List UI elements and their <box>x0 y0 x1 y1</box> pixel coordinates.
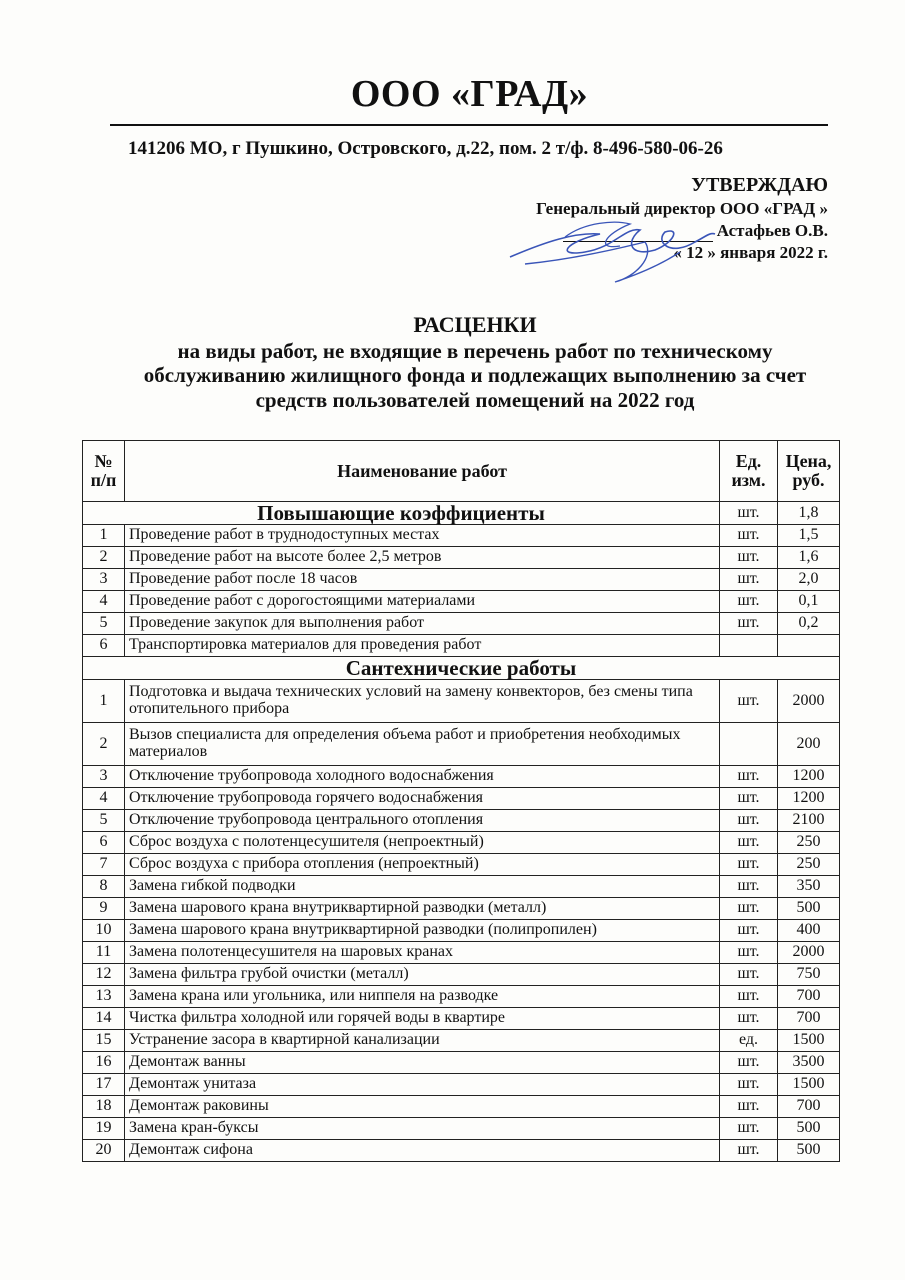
row-price: 500 <box>778 1140 840 1162</box>
table-row <box>83 832 840 854</box>
row-name: Демонтаж раковины <box>125 1096 720 1118</box>
document-title-block <box>110 312 840 412</box>
table-row <box>83 766 840 788</box>
row-unit <box>720 723 778 766</box>
table-row <box>83 920 840 942</box>
row-price: 1500 <box>778 1030 840 1052</box>
table-row <box>83 635 840 657</box>
row-number: 2 <box>83 723 125 766</box>
row-number: 1 <box>83 680 125 723</box>
row-name: Сброс воздуха с полотенцесушителя (непроектный) <box>125 832 720 854</box>
row-name: Замена шарового крана внутриквартирной разводки (полипропилен) <box>125 920 720 942</box>
row-number: 4 <box>83 788 125 810</box>
document-subtitle-2: обслуживанию жилищного фонда и подлежащих выполнению за счет <box>143 363 807 388</box>
row-number: 1 <box>83 525 125 547</box>
table-row <box>83 1074 840 1096</box>
row-unit: шт. <box>720 680 778 723</box>
row-price: 700 <box>778 1008 840 1030</box>
row-price: 3500 <box>778 1052 840 1074</box>
row-unit: шт. <box>720 1140 778 1162</box>
row-price: 1200 <box>778 788 840 810</box>
row-name: Подготовка и выдача технических условий на замену конвекторов, без смены типа отопительного прибора <box>125 680 720 723</box>
approval-title: УТВЕРЖДАЮ <box>691 174 828 196</box>
row-number: 20 <box>83 1140 125 1162</box>
row-name: Проведение закупок для выполнения работ <box>125 613 720 635</box>
row-unit: шт. <box>720 569 778 591</box>
row-price: 500 <box>778 898 840 920</box>
section-title: Повышающие коэффициенты <box>83 502 720 525</box>
row-unit: шт. <box>720 964 778 986</box>
row-number: 17 <box>83 1074 125 1096</box>
company-name: ООО «ГРАД» <box>350 73 589 115</box>
row-number: 2 <box>83 547 125 569</box>
row-number: 7 <box>83 854 125 876</box>
row-name: Проведение работ с дорогостоящими материалами <box>125 591 720 613</box>
signature-scribble <box>505 212 720 287</box>
row-price: 400 <box>778 920 840 942</box>
approval-name: Астафьев О.В. <box>716 221 828 241</box>
row-price: 250 <box>778 854 840 876</box>
row-number: 6 <box>83 832 125 854</box>
row-unit: шт. <box>720 1052 778 1074</box>
table-row <box>83 1008 840 1030</box>
row-unit: шт. <box>720 832 778 854</box>
row-price: 0,2 <box>778 613 840 635</box>
row-unit: шт. <box>720 1008 778 1030</box>
row-number: 12 <box>83 964 125 986</box>
header-num: № п/п <box>83 441 125 502</box>
row-unit: шт. <box>720 1074 778 1096</box>
row-price: 1,6 <box>778 547 840 569</box>
row-price: 200 <box>778 723 840 766</box>
row-price: 2000 <box>778 680 840 723</box>
row-unit: шт. <box>720 986 778 1008</box>
row-unit <box>720 635 778 657</box>
row-price <box>778 635 840 657</box>
table-row <box>83 876 840 898</box>
row-number: 3 <box>83 569 125 591</box>
row-name: Проведение работ в труднодоступных местах <box>125 525 720 547</box>
table-row <box>83 1096 840 1118</box>
row-unit: шт. <box>720 547 778 569</box>
row-number: 4 <box>83 591 125 613</box>
row-name: Устранение засора в квартирной канализации <box>125 1030 720 1052</box>
row-number: 13 <box>83 986 125 1008</box>
row-unit: шт. <box>720 810 778 832</box>
table-row <box>83 613 840 635</box>
row-unit: шт. <box>720 1118 778 1140</box>
header-price: Цена, руб. <box>778 441 840 502</box>
section-unit: шт. <box>720 502 778 525</box>
row-price: 700 <box>778 986 840 1008</box>
row-price: 2000 <box>778 942 840 964</box>
row-name: Чистка фильтра холодной или горячей воды в квартире <box>125 1008 720 1030</box>
document-subtitle-1: на виды работ, не входящие в перечень работ по техническому <box>177 339 773 364</box>
row-price: 1,5 <box>778 525 840 547</box>
row-name: Замена шарового крана внутриквартирной разводки (металл) <box>125 898 720 920</box>
row-number: 14 <box>83 1008 125 1030</box>
row-number: 8 <box>83 876 125 898</box>
row-name: Отключение трубопровода горячего водоснабжения <box>125 788 720 810</box>
row-unit: шт. <box>720 854 778 876</box>
row-name: Замена крана или угольника, или ниппеля на разводке <box>125 986 720 1008</box>
section-header-row <box>83 657 840 680</box>
row-unit: шт. <box>720 766 778 788</box>
row-name: Демонтаж унитаза <box>125 1074 720 1096</box>
row-price: 1200 <box>778 766 840 788</box>
row-unit: шт. <box>720 942 778 964</box>
table-row <box>83 942 840 964</box>
table-row <box>83 1052 840 1074</box>
table-row <box>83 810 840 832</box>
row-number: 5 <box>83 613 125 635</box>
row-name: Проведение работ на высоте более 2,5 метров <box>125 547 720 569</box>
row-price: 250 <box>778 832 840 854</box>
row-price: 500 <box>778 1118 840 1140</box>
row-price: 2,0 <box>778 569 840 591</box>
table-row <box>83 1140 840 1162</box>
approval-date: « 12 » января 2022 г. <box>673 243 828 263</box>
row-name: Демонтаж ванны <box>125 1052 720 1074</box>
row-number: 5 <box>83 810 125 832</box>
row-name: Проведение работ после 18 часов <box>125 569 720 591</box>
row-number: 11 <box>83 942 125 964</box>
row-name: Отключение трубопровода холодного водоснабжения <box>125 766 720 788</box>
row-name: Демонтаж сифона <box>125 1140 720 1162</box>
row-name: Отключение трубопровода центрального отопления <box>125 810 720 832</box>
row-unit: шт. <box>720 920 778 942</box>
header-rule <box>110 124 828 126</box>
header-name: Наименование работ <box>125 441 720 502</box>
row-number: 16 <box>83 1052 125 1074</box>
table-row <box>83 547 840 569</box>
table-row <box>83 1030 840 1052</box>
table-row <box>83 680 840 723</box>
row-price: 2100 <box>778 810 840 832</box>
table-row <box>83 964 840 986</box>
price-table <box>82 440 840 1162</box>
table-row <box>83 723 840 766</box>
section-price: 1,8 <box>778 502 840 525</box>
row-price: 350 <box>778 876 840 898</box>
document-subtitle-3: средств пользователей помещений на 2022 год <box>255 387 695 412</box>
section-header-row <box>83 502 840 525</box>
table-row <box>83 569 840 591</box>
row-name: Замена полотенцесушителя на шаровых кранах <box>125 942 720 964</box>
row-unit: шт. <box>720 898 778 920</box>
row-unit: шт. <box>720 613 778 635</box>
row-name: Транспортировка материалов для проведения работ <box>125 635 720 657</box>
row-name: Замена гибкой подводки <box>125 876 720 898</box>
table-row <box>83 986 840 1008</box>
row-number: 6 <box>83 635 125 657</box>
table-row <box>83 854 840 876</box>
row-unit: ед. <box>720 1030 778 1052</box>
row-name: Замена фильтра грубой очистки (металл) <box>125 964 720 986</box>
row-price: 1500 <box>778 1074 840 1096</box>
document-title: РАСЦЕНКИ <box>413 312 537 337</box>
row-number: 9 <box>83 898 125 920</box>
row-number: 18 <box>83 1096 125 1118</box>
row-number: 10 <box>83 920 125 942</box>
table-row <box>83 788 840 810</box>
row-number: 3 <box>83 766 125 788</box>
row-name: Сброс воздуха с прибора отопления (непроектный) <box>125 854 720 876</box>
table-row <box>83 898 840 920</box>
company-address: 141206 МО, г Пушкино, Островского, д.22, пом. 2 т/ф. 8-496-580-06-26 <box>128 138 723 159</box>
row-number: 19 <box>83 1118 125 1140</box>
approval-position: Генеральный директор ООО «ГРАД » <box>536 199 828 218</box>
table-row <box>83 525 840 547</box>
row-unit: шт. <box>720 525 778 547</box>
row-unit: шт. <box>720 876 778 898</box>
row-unit: шт. <box>720 591 778 613</box>
row-name: Вызов специалиста для определения объема работ и приобретения необходимых материалов <box>125 723 720 766</box>
table-header-row <box>83 441 840 502</box>
table-row <box>83 1118 840 1140</box>
row-price: 0,1 <box>778 591 840 613</box>
row-price: 750 <box>778 964 840 986</box>
row-unit: шт. <box>720 1096 778 1118</box>
row-unit: шт. <box>720 788 778 810</box>
row-name: Замена кран-буксы <box>125 1118 720 1140</box>
table-body <box>83 502 840 1162</box>
table-row <box>83 591 840 613</box>
row-price: 700 <box>778 1096 840 1118</box>
section-title: Сантехнические работы <box>83 657 840 680</box>
header-unit: Ед. изм. <box>720 441 778 502</box>
row-number: 15 <box>83 1030 125 1052</box>
